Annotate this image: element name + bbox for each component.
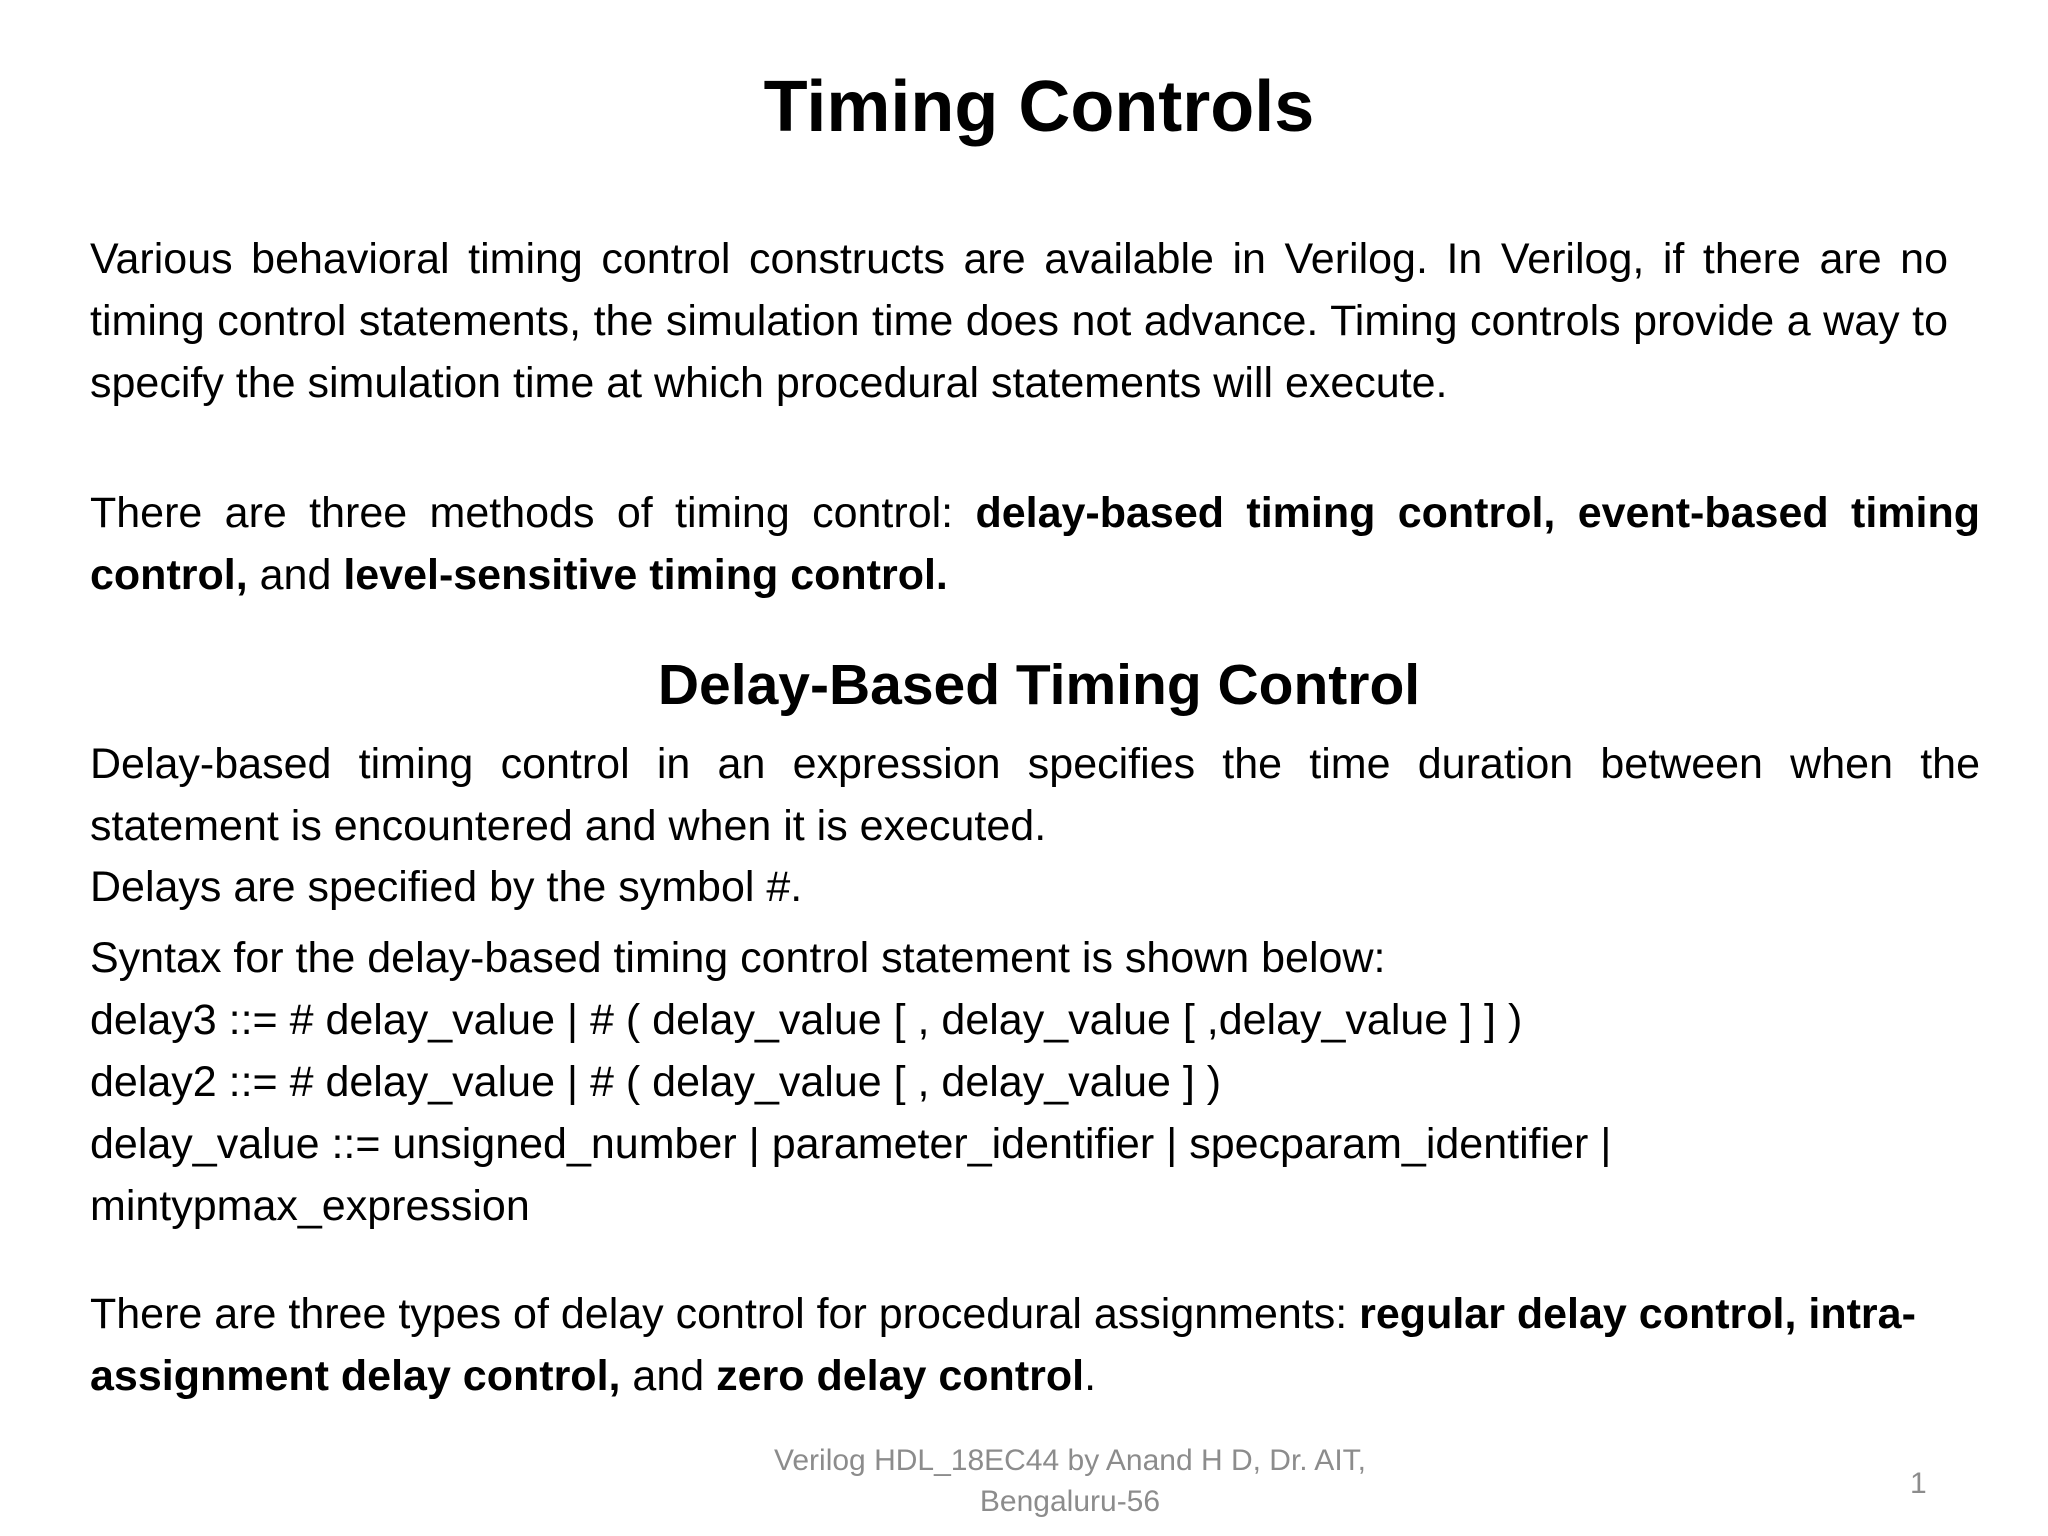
syntax-line-delay-value: delay_value ::= unsigned_number | parameter_identifier | specparam_identifier | — [90, 1120, 1612, 1168]
syntax-intro: Syntax for the delay-based timing control statement is shown below: — [90, 934, 1386, 982]
methods-lead: There are three methods of timing control: — [90, 489, 976, 537]
delay-symbol-text: Delays are specified by the symbol #. — [90, 863, 803, 911]
syntax-line-mintypmax: mintypmax_expression — [90, 1182, 530, 1230]
methods-mid: and — [247, 551, 344, 599]
types-lead: There are three types of delay control for procedural assignments: — [90, 1290, 1360, 1338]
syntax-line-delay3: delay3 ::= # delay_value | # ( delay_value [ , delay_value [ ,delay_value ] ] ) — [90, 996, 1523, 1044]
footer-line-2: Bengaluru-56 — [979, 1485, 1161, 1518]
syntax-line-delay2: delay2 ::= # delay_value | # ( delay_value [ , delay_value ] ) — [90, 1058, 1222, 1106]
types-tail: . — [1084, 1352, 1097, 1400]
page-number: 1 — [1910, 1467, 1927, 1500]
types-mid: and — [620, 1352, 717, 1400]
types-bold-1: regular delay control, intra-assignment delay control, — [90, 1290, 1916, 1400]
intro-paragraph: Various behavioral timing control constructs are available in Verilog. In Verilog, if there are no timing control statements, the simulation time does not advance. Timing controls provide a way to specify the simulation time at which procedural statements will execute. — [90, 235, 1948, 407]
footer-credit — [700, 1440, 1440, 1522]
methods-bold-1: delay-based timing control, event-based timing control, — [90, 489, 1980, 599]
syntax-block — [90, 927, 1980, 1237]
methods-paragraph — [90, 482, 1980, 606]
types-bold-2: zero delay control — [716, 1352, 1085, 1400]
slide-title: Timing Controls — [763, 67, 1315, 147]
section-heading: Delay-Based Timing Control — [657, 653, 1421, 717]
footer-line-1: Verilog HDL_18EC44 by Anand H D, Dr. AIT, — [774, 1444, 1366, 1477]
delay-types-paragraph — [90, 1283, 1980, 1407]
delay-description: Delay-based timing control in an expression specifies the time duration between when the statement is encountered and when it is executed. — [90, 740, 1980, 850]
methods-bold-2: level-sensitive timing control. — [343, 551, 948, 599]
